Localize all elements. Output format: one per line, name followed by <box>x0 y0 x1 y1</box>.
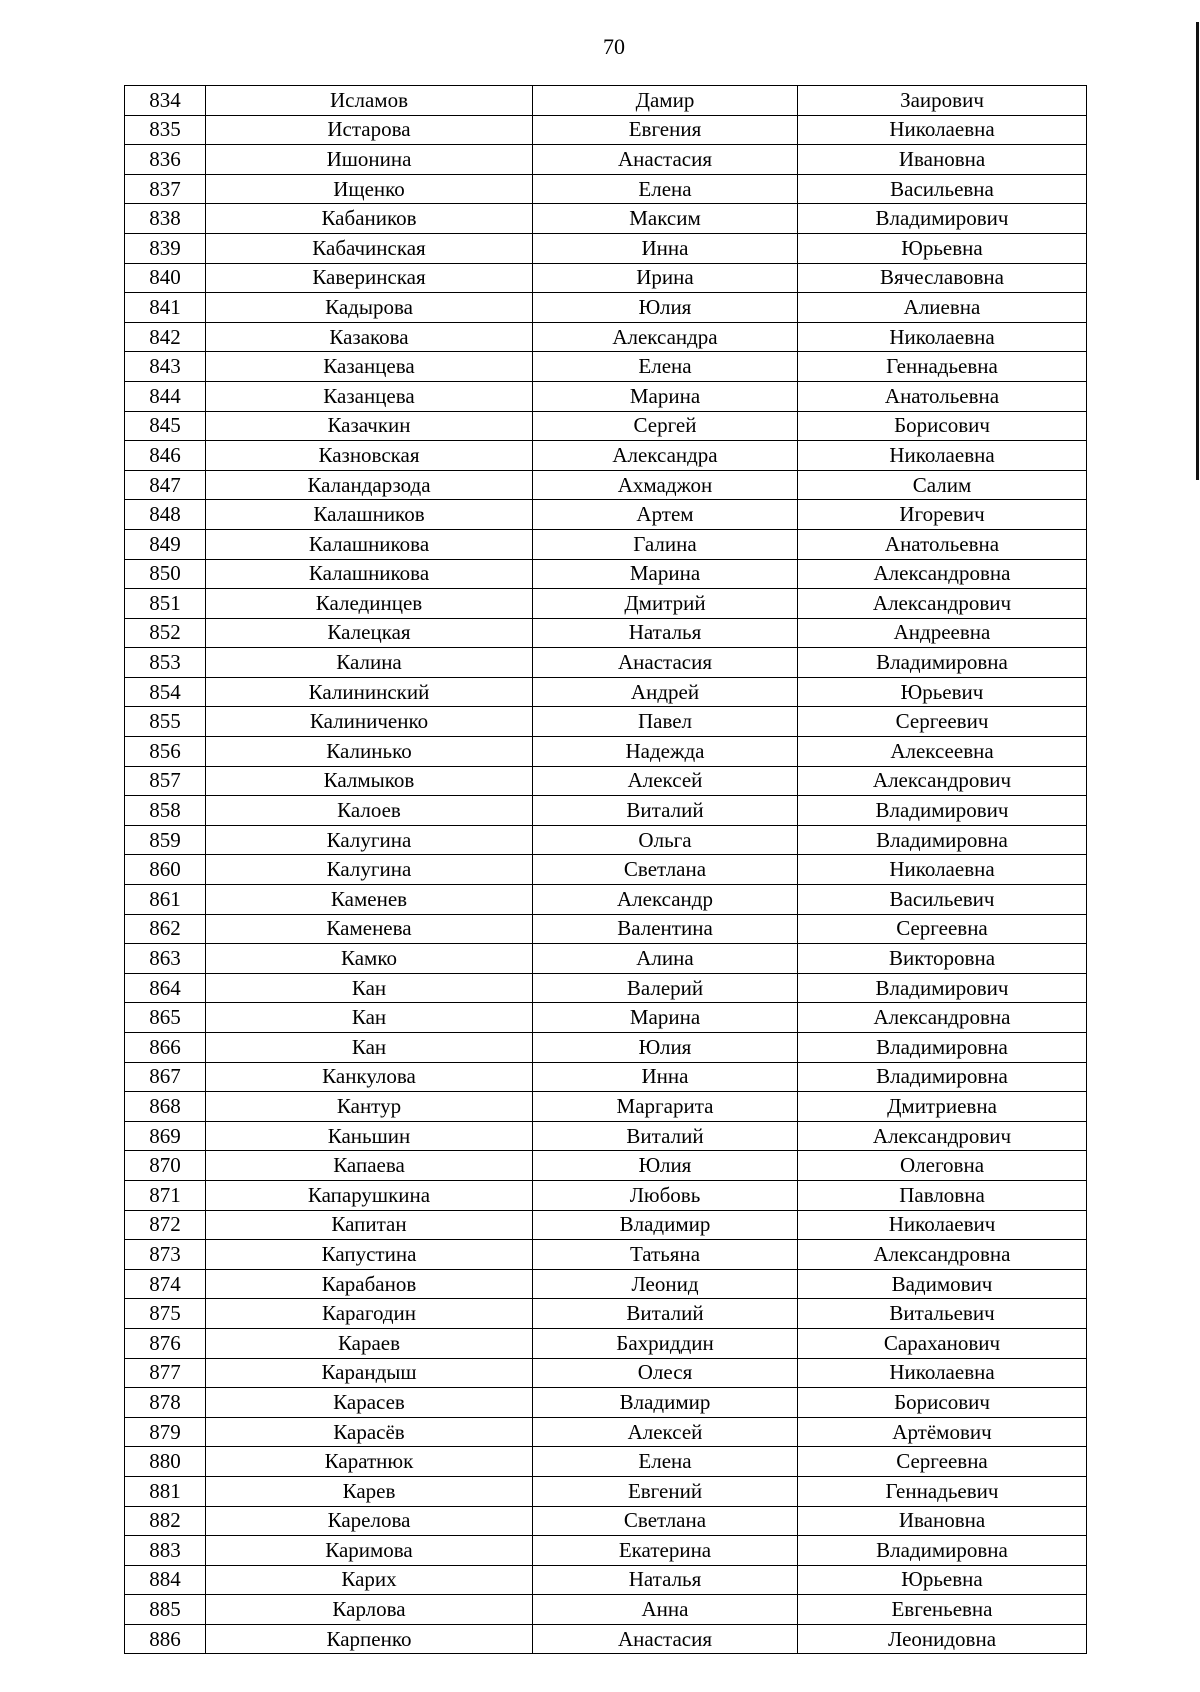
last-name-cell: Калашников <box>206 500 533 530</box>
patronymic-cell: Владимирович <box>798 796 1087 826</box>
row-number-cell: 885 <box>125 1595 206 1625</box>
last-name-cell: Ищенко <box>206 174 533 204</box>
table-row <box>125 707 1087 737</box>
first-name-cell: Алексей <box>533 766 798 796</box>
row-number-cell: 880 <box>125 1447 206 1477</box>
row-number-cell: 861 <box>125 885 206 915</box>
table-row <box>125 441 1087 471</box>
table-row <box>125 86 1087 116</box>
row-number-cell: 862 <box>125 914 206 944</box>
row-number-cell: 872 <box>125 1210 206 1240</box>
first-name-cell: Марина <box>533 381 798 411</box>
patronymic-cell: Евгеньевна <box>798 1595 1087 1625</box>
patronymic-cell: Геннадьевич <box>798 1476 1087 1506</box>
last-name-cell: Карпенко <box>206 1624 533 1654</box>
patronymic-cell: Олеговна <box>798 1151 1087 1181</box>
last-name-cell: Казачкин <box>206 411 533 441</box>
row-number-cell: 856 <box>125 737 206 767</box>
first-name-cell: Максим <box>533 204 798 234</box>
first-name-cell: Сергей <box>533 411 798 441</box>
row-number-cell: 874 <box>125 1269 206 1299</box>
table-row <box>125 1328 1087 1358</box>
patronymic-cell: Александровна <box>798 1003 1087 1033</box>
last-name-cell: Калашникова <box>206 529 533 559</box>
patronymic-cell: Владимировна <box>798 825 1087 855</box>
first-name-cell: Юлия <box>533 1033 798 1063</box>
last-name-cell: Калугина <box>206 855 533 885</box>
patronymic-cell: Геннадьевна <box>798 352 1087 382</box>
patronymic-cell: Леонидовна <box>798 1624 1087 1654</box>
last-name-cell: Карих <box>206 1565 533 1595</box>
row-number-cell: 854 <box>125 677 206 707</box>
patronymic-cell: Ивановна <box>798 1506 1087 1536</box>
patronymic-cell: Викторовна <box>798 944 1087 974</box>
row-number-cell: 840 <box>125 263 206 293</box>
row-number-cell: 870 <box>125 1151 206 1181</box>
table-row <box>125 1565 1087 1595</box>
table-row <box>125 1151 1087 1181</box>
patronymic-cell: Артёмович <box>798 1417 1087 1447</box>
last-name-cell: Карев <box>206 1476 533 1506</box>
table-row <box>125 677 1087 707</box>
row-number-cell: 878 <box>125 1388 206 1418</box>
row-number-cell: 844 <box>125 381 206 411</box>
row-number-cell: 853 <box>125 648 206 678</box>
scan-edge-line <box>1196 22 1199 480</box>
patronymic-cell: Александровна <box>798 1240 1087 1270</box>
row-number-cell: 886 <box>125 1624 206 1654</box>
last-name-cell: Кадырова <box>206 293 533 323</box>
row-number-cell: 847 <box>125 470 206 500</box>
patronymic-cell: Сергеевич <box>798 707 1087 737</box>
table-row <box>125 263 1087 293</box>
patronymic-cell: Сергеевна <box>798 1447 1087 1477</box>
first-name-cell: Ахмаджон <box>533 470 798 500</box>
first-name-cell: Евгения <box>533 115 798 145</box>
row-number-cell: 857 <box>125 766 206 796</box>
table-row <box>125 618 1087 648</box>
table-row <box>125 174 1087 204</box>
row-number-cell: 859 <box>125 825 206 855</box>
table-row <box>125 1358 1087 1388</box>
patronymic-cell: Игоревич <box>798 500 1087 530</box>
table-row <box>125 825 1087 855</box>
last-name-cell: Каратнюк <box>206 1447 533 1477</box>
last-name-cell: Казновская <box>206 441 533 471</box>
last-name-cell: Калугина <box>206 825 533 855</box>
table-row <box>125 500 1087 530</box>
patronymic-cell: Васильевна <box>798 174 1087 204</box>
last-name-cell: Карандыш <box>206 1358 533 1388</box>
row-number-cell: 865 <box>125 1003 206 1033</box>
row-number-cell: 881 <box>125 1476 206 1506</box>
first-name-cell: Татьяна <box>533 1240 798 1270</box>
last-name-cell: Карабанов <box>206 1269 533 1299</box>
first-name-cell: Ольга <box>533 825 798 855</box>
last-name-cell: Калашникова <box>206 559 533 589</box>
table-row <box>125 1180 1087 1210</box>
table-row <box>125 411 1087 441</box>
patronymic-cell: Васильевич <box>798 885 1087 915</box>
row-number-cell: 837 <box>125 174 206 204</box>
table-row <box>125 1003 1087 1033</box>
last-name-cell: Калединцев <box>206 589 533 619</box>
first-name-cell: Виталий <box>533 796 798 826</box>
table-row <box>125 1299 1087 1329</box>
patronymic-cell: Николаевна <box>798 115 1087 145</box>
first-name-cell: Юлия <box>533 1151 798 1181</box>
first-name-cell: Валерий <box>533 973 798 1003</box>
first-name-cell: Евгений <box>533 1476 798 1506</box>
last-name-cell: Ишонина <box>206 145 533 175</box>
patronymic-cell: Ивановна <box>798 145 1087 175</box>
patronymic-cell: Анатольевна <box>798 529 1087 559</box>
first-name-cell: Александр <box>533 885 798 915</box>
last-name-cell: Калоев <box>206 796 533 826</box>
last-name-cell: Кан <box>206 1003 533 1033</box>
row-number-cell: 834 <box>125 86 206 116</box>
last-name-cell: Каверинская <box>206 263 533 293</box>
last-name-cell: Кан <box>206 1033 533 1063</box>
table-row <box>125 1417 1087 1447</box>
patronymic-cell: Николаевна <box>798 855 1087 885</box>
first-name-cell: Александра <box>533 441 798 471</box>
row-number-cell: 860 <box>125 855 206 885</box>
first-name-cell: Елена <box>533 174 798 204</box>
row-number-cell: 841 <box>125 293 206 323</box>
first-name-cell: Надежда <box>533 737 798 767</box>
patronymic-cell: Вячеславовна <box>798 263 1087 293</box>
last-name-cell: Калинько <box>206 737 533 767</box>
row-number-cell: 836 <box>125 145 206 175</box>
row-number-cell: 864 <box>125 973 206 1003</box>
last-name-cell: Каримова <box>206 1536 533 1566</box>
table-row <box>125 1121 1087 1151</box>
first-name-cell: Марина <box>533 1003 798 1033</box>
first-name-cell: Наталья <box>533 1565 798 1595</box>
first-name-cell: Анна <box>533 1595 798 1625</box>
patronymic-cell: Николаевна <box>798 322 1087 352</box>
last-name-cell: Калиниченко <box>206 707 533 737</box>
patronymic-cell: Салим <box>798 470 1087 500</box>
patronymic-cell: Сараханович <box>798 1328 1087 1358</box>
patronymic-cell: Борисович <box>798 1388 1087 1418</box>
table-row <box>125 145 1087 175</box>
first-name-cell: Дмитрий <box>533 589 798 619</box>
patronymic-cell: Александровна <box>798 559 1087 589</box>
first-name-cell: Анастасия <box>533 145 798 175</box>
row-number-cell: 879 <box>125 1417 206 1447</box>
patronymic-cell: Владимирович <box>798 973 1087 1003</box>
row-number-cell: 835 <box>125 115 206 145</box>
patronymic-cell: Владимирович <box>798 204 1087 234</box>
row-number-cell: 867 <box>125 1062 206 1092</box>
first-name-cell: Галина <box>533 529 798 559</box>
first-name-cell: Анастасия <box>533 648 798 678</box>
last-name-cell: Капаева <box>206 1151 533 1181</box>
patronymic-cell: Алексеевна <box>798 737 1087 767</box>
table-row <box>125 1506 1087 1536</box>
first-name-cell: Владимир <box>533 1388 798 1418</box>
patronymic-cell: Вадимович <box>798 1269 1087 1299</box>
last-name-cell: Каньшин <box>206 1121 533 1151</box>
last-name-cell: Казанцева <box>206 352 533 382</box>
table-row <box>125 796 1087 826</box>
first-name-cell: Алексей <box>533 1417 798 1447</box>
patronymic-cell: Андреевна <box>798 618 1087 648</box>
row-number-cell: 845 <box>125 411 206 441</box>
table-row <box>125 322 1087 352</box>
last-name-cell: Каменева <box>206 914 533 944</box>
patronymic-cell: Витальевич <box>798 1299 1087 1329</box>
first-name-cell: Виталий <box>533 1121 798 1151</box>
row-number-cell: 869 <box>125 1121 206 1151</box>
patronymic-cell: Владимировна <box>798 648 1087 678</box>
patronymic-cell: Сергеевна <box>798 914 1087 944</box>
last-name-cell: Карелова <box>206 1506 533 1536</box>
table-row <box>125 1062 1087 1092</box>
first-name-cell: Александра <box>533 322 798 352</box>
first-name-cell: Андрей <box>533 677 798 707</box>
last-name-cell: Караев <box>206 1328 533 1358</box>
first-name-cell: Светлана <box>533 855 798 885</box>
first-name-cell: Леонид <box>533 1269 798 1299</box>
row-number-cell: 884 <box>125 1565 206 1595</box>
last-name-cell: Каландарзода <box>206 470 533 500</box>
last-name-cell: Калецкая <box>206 618 533 648</box>
first-name-cell: Ирина <box>533 263 798 293</box>
last-name-cell: Капарушкина <box>206 1180 533 1210</box>
table-row <box>125 1269 1087 1299</box>
last-name-cell: Калина <box>206 648 533 678</box>
first-name-cell: Олеся <box>533 1358 798 1388</box>
first-name-cell: Анастасия <box>533 1624 798 1654</box>
last-name-cell: Капустина <box>206 1240 533 1270</box>
row-number-cell: 883 <box>125 1536 206 1566</box>
last-name-cell: Кан <box>206 973 533 1003</box>
row-number-cell: 849 <box>125 529 206 559</box>
patronymic-cell: Борисович <box>798 411 1087 441</box>
table-row <box>125 1476 1087 1506</box>
last-name-cell: Казакова <box>206 322 533 352</box>
table-row <box>125 944 1087 974</box>
row-number-cell: 852 <box>125 618 206 648</box>
first-name-cell: Валентина <box>533 914 798 944</box>
row-number-cell: 839 <box>125 233 206 263</box>
row-number-cell: 873 <box>125 1240 206 1270</box>
first-name-cell: Инна <box>533 1062 798 1092</box>
last-name-cell: Канкулова <box>206 1062 533 1092</box>
last-name-cell: Калмыков <box>206 766 533 796</box>
patronymic-cell: Юрьевна <box>798 233 1087 263</box>
first-name-cell: Артем <box>533 500 798 530</box>
first-name-cell: Алина <box>533 944 798 974</box>
first-name-cell: Владимир <box>533 1210 798 1240</box>
last-name-cell: Карасёв <box>206 1417 533 1447</box>
last-name-cell: Каменев <box>206 885 533 915</box>
table-row <box>125 381 1087 411</box>
row-number-cell: 838 <box>125 204 206 234</box>
first-name-cell: Виталий <box>533 1299 798 1329</box>
table-row <box>125 1240 1087 1270</box>
table-row <box>125 1595 1087 1625</box>
first-name-cell: Елена <box>533 1447 798 1477</box>
row-number-cell: 876 <box>125 1328 206 1358</box>
patronymic-cell: Николаевна <box>798 441 1087 471</box>
last-name-cell: Камко <box>206 944 533 974</box>
last-name-cell: Кабаников <box>206 204 533 234</box>
patronymic-cell: Александрович <box>798 1121 1087 1151</box>
table-row <box>125 1092 1087 1122</box>
last-name-cell: Казанцева <box>206 381 533 411</box>
patronymic-cell: Владимировна <box>798 1062 1087 1092</box>
last-name-cell: Карлова <box>206 1595 533 1625</box>
table-row <box>125 737 1087 767</box>
table-row <box>125 766 1087 796</box>
table-row <box>125 115 1087 145</box>
names-table <box>124 85 1087 1654</box>
row-number-cell: 855 <box>125 707 206 737</box>
table-row <box>125 1388 1087 1418</box>
table-row <box>125 204 1087 234</box>
first-name-cell: Светлана <box>533 1506 798 1536</box>
row-number-cell: 858 <box>125 796 206 826</box>
table-row <box>125 648 1087 678</box>
row-number-cell: 846 <box>125 441 206 471</box>
patronymic-cell: Николаевна <box>798 1358 1087 1388</box>
table-row <box>125 973 1087 1003</box>
last-name-cell: Капитан <box>206 1210 533 1240</box>
table-row <box>125 1033 1087 1063</box>
names-table-body <box>125 86 1087 1654</box>
table-row <box>125 470 1087 500</box>
row-number-cell: 875 <box>125 1299 206 1329</box>
table-row <box>125 233 1087 263</box>
first-name-cell: Любовь <box>533 1180 798 1210</box>
first-name-cell: Екатерина <box>533 1536 798 1566</box>
table-row <box>125 1536 1087 1566</box>
patronymic-cell: Николаевич <box>798 1210 1087 1240</box>
table-row <box>125 589 1087 619</box>
first-name-cell: Маргарита <box>533 1092 798 1122</box>
patronymic-cell: Александрович <box>798 766 1087 796</box>
last-name-cell: Калининский <box>206 677 533 707</box>
table-row <box>125 559 1087 589</box>
row-number-cell: 842 <box>125 322 206 352</box>
row-number-cell: 850 <box>125 559 206 589</box>
patronymic-cell: Дмитриевна <box>798 1092 1087 1122</box>
last-name-cell: Исламов <box>206 86 533 116</box>
first-name-cell: Дамир <box>533 86 798 116</box>
table-row <box>125 352 1087 382</box>
first-name-cell: Павел <box>533 707 798 737</box>
last-name-cell: Кабачинская <box>206 233 533 263</box>
table-row <box>125 293 1087 323</box>
table-row <box>125 1210 1087 1240</box>
first-name-cell: Бахриддин <box>533 1328 798 1358</box>
row-number-cell: 871 <box>125 1180 206 1210</box>
first-name-cell: Елена <box>533 352 798 382</box>
patronymic-cell: Заирович <box>798 86 1087 116</box>
last-name-cell: Кантур <box>206 1092 533 1122</box>
table-row <box>125 885 1087 915</box>
patronymic-cell: Владимировна <box>798 1536 1087 1566</box>
table-row <box>125 529 1087 559</box>
first-name-cell: Юлия <box>533 293 798 323</box>
table-row <box>125 914 1087 944</box>
table-row <box>125 855 1087 885</box>
patronymic-cell: Анатольевна <box>798 381 1087 411</box>
row-number-cell: 863 <box>125 944 206 974</box>
last-name-cell: Карасев <box>206 1388 533 1418</box>
table-row <box>125 1624 1087 1654</box>
patronymic-cell: Юрьевич <box>798 677 1087 707</box>
patronymic-cell: Юрьевна <box>798 1565 1087 1595</box>
patronymic-cell: Владимировна <box>798 1033 1087 1063</box>
row-number-cell: 866 <box>125 1033 206 1063</box>
row-number-cell: 851 <box>125 589 206 619</box>
page-number: 70 <box>603 34 625 59</box>
patronymic-cell: Алиевна <box>798 293 1087 323</box>
row-number-cell: 843 <box>125 352 206 382</box>
last-name-cell: Истарова <box>206 115 533 145</box>
row-number-cell: 882 <box>125 1506 206 1536</box>
first-name-cell: Инна <box>533 233 798 263</box>
last-name-cell: Карагодин <box>206 1299 533 1329</box>
first-name-cell: Наталья <box>533 618 798 648</box>
row-number-cell: 868 <box>125 1092 206 1122</box>
first-name-cell: Марина <box>533 559 798 589</box>
patronymic-cell: Павловна <box>798 1180 1087 1210</box>
table-row <box>125 1447 1087 1477</box>
row-number-cell: 877 <box>125 1358 206 1388</box>
row-number-cell: 848 <box>125 500 206 530</box>
patronymic-cell: Александрович <box>798 589 1087 619</box>
